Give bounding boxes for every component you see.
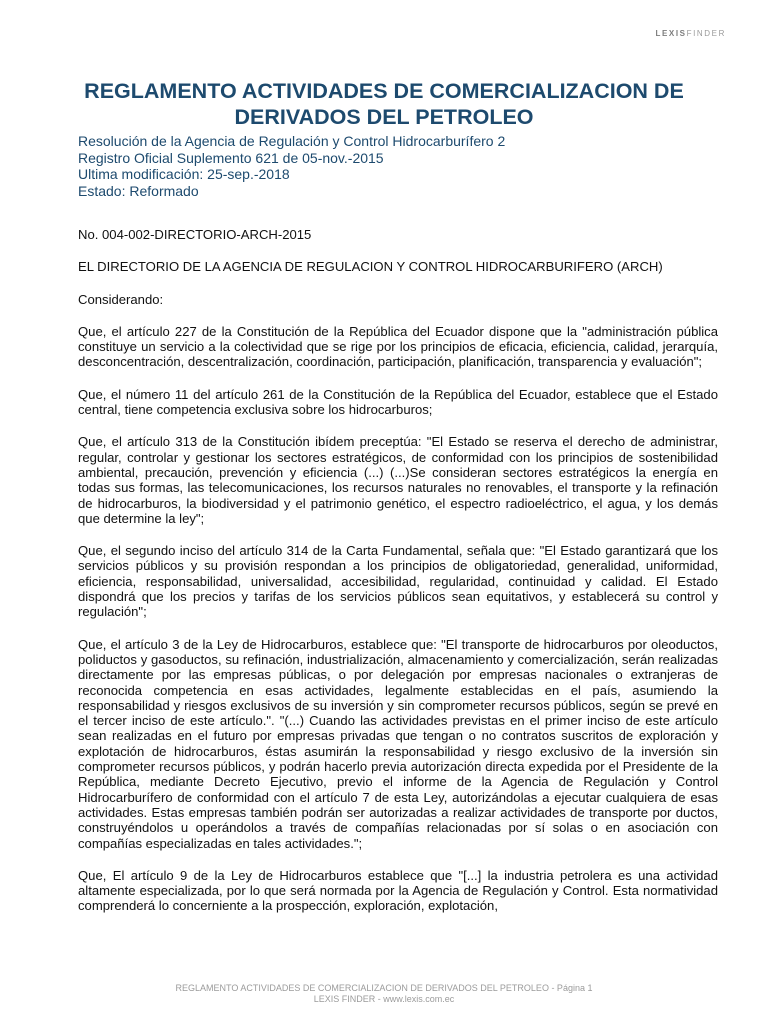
body-paragraph: Que, el artículo 3 de la Ley de Hidrocarburos, establece que: "El transporte de hidrocarburos por oleoductos, poliductos y gasoductos, su refinación, industrialización, almacenamiento y comercialización, serán realizadas directamente por las empresas públicas, o por delegación por empresas nacionales o extranjeras de reconocida competencia en esas actividades, legalmente establecidas en el país, asumiendo la responsabilidad y riesgos exclusivos de su inversión y sin comprometer recursos públicos, según se prevé en el tercer inciso de este artículo.". "(...) Cuando las actividades previstas en el primer inciso de este artículo sean realizadas en el futuro por empresas privadas que tengan o no contratos suscritos de exploración y explotación de hidrocarburos, éstas asumirán la responsabilidad y riesgo exclusivo de la inversión sin comprometer recursos públicos, y podrán hacerlo previa autorización directa expedida por el Presidente de la República, mediante Decreto Ejecutivo, previo el informe de la Agencia de Regulación y Control Hidrocarburífero de conformidad con el artículo 7 de esta Ley, autorizándolas a ejecutar cualquiera de esas actividades. Estas empresas también podrán ser autorizadas a realizar actividades de transporte por ductos, construyéndolos u operándolos a través de compañías relacionadas por sí solas o en asociación con compañías especializadas en tales actividades."; — [78, 636, 718, 851]
logo-bold-text: LEXIS — [655, 29, 687, 38]
body-paragraph: Que, el artículo 227 de la Constitución de la República del Ecuador dispone que la "administración pública constituye un servicio a la colectividad que se rige por los principios de eficacia, eficiencia, calidad, jerarquía, desconcentración, descentralización, coordinación, participación, planificación, transparencia y evaluación"; — [78, 323, 718, 370]
resolution-line: Resolución de la Agencia de Regulación y Control Hidrocarburífero 2 — [78, 133, 506, 149]
page-footer — [0, 983, 768, 1005]
resolution-number: No. 004-002-DIRECTORIO-ARCH-2015 — [78, 227, 312, 242]
body-paragraph: Que, el número 11 del artículo 261 de la Constitución de la República del Ecuador, establece que el Estado central, tiene competencia exclusiva sobre los hidrocarburos; — [78, 386, 718, 418]
body-paragraph: Que, el artículo 313 de la Constitución ibídem preceptúa: "El Estado se reserva el derecho de administrar, regular, controlar y gestionar los sectores estratégicos, de conformidad con los principios de sostenibilidad ambiental, precaución, prevención y eficiencia (...) (...)Se consideran sectores estratégicos la energía en todas sus formas, las telecomunicaciones, los recursos naturales no renovables, el transporte y la refinación de hidrocarburos, la biodiversidad y el patrimonio genético, el espectro radioeléctrico, el agua, y los demás que determine la ley"; — [78, 434, 718, 526]
document-title: REGLAMENTO ACTIVIDADES DE COMERCIALIZACION DE DERIVADOS DEL PETROLEO — [84, 79, 684, 129]
footer-document-line: REGLAMENTO ACTIVIDADES DE COMERCIALIZACION DE DERIVADOS DEL PETROLEO - Página 1 — [175, 983, 593, 993]
lexis-finder-logo — [655, 29, 726, 38]
issuing-body: EL DIRECTORIO DE LA AGENCIA DE REGULACION Y CONTROL HIDROCARBURIFERO (ARCH) — [78, 259, 663, 275]
logo-light-text: FINDER — [686, 29, 726, 38]
considerando-heading: Considerando: — [78, 291, 164, 307]
body-paragraph: Que, El artículo 9 de la Ley de Hidrocarburos establece que "[...] la industria petrolera es una actividad altamente especializada, por lo que será normada por la Agencia de Regulación y Control. Esta normatividad comprenderá lo concerniente a la prospección, exploración, explotación, — [78, 867, 718, 914]
body-paragraph: Que, el segundo inciso del artículo 314 de la Carta Fundamental, señala que: "El Estado garantizará que los servicios públicos y su provisión respondan a los principios de obligatoriedad, generalidad, uniformidad, eficiencia, responsabilidad, universalidad, accesibilidad, regularidad, continuidad y calidad. El Estado dispondrá que los precios y tarifas de los servicios públicos sean equitativos, y establecerá su control y regulación"; — [78, 543, 718, 620]
last-modified-line: Ultima modificación: 25-sep.-2018 — [78, 166, 290, 182]
document-body — [78, 227, 718, 931]
registry-line: Registro Oficial Suplemento 621 de 05-nov.-2015 — [78, 149, 384, 166]
document-metadata — [78, 133, 505, 199]
status-line: Estado: Reformado — [78, 182, 199, 199]
footer-site-line: LEXIS FINDER - www.lexis.com.ec — [313, 994, 455, 1004]
